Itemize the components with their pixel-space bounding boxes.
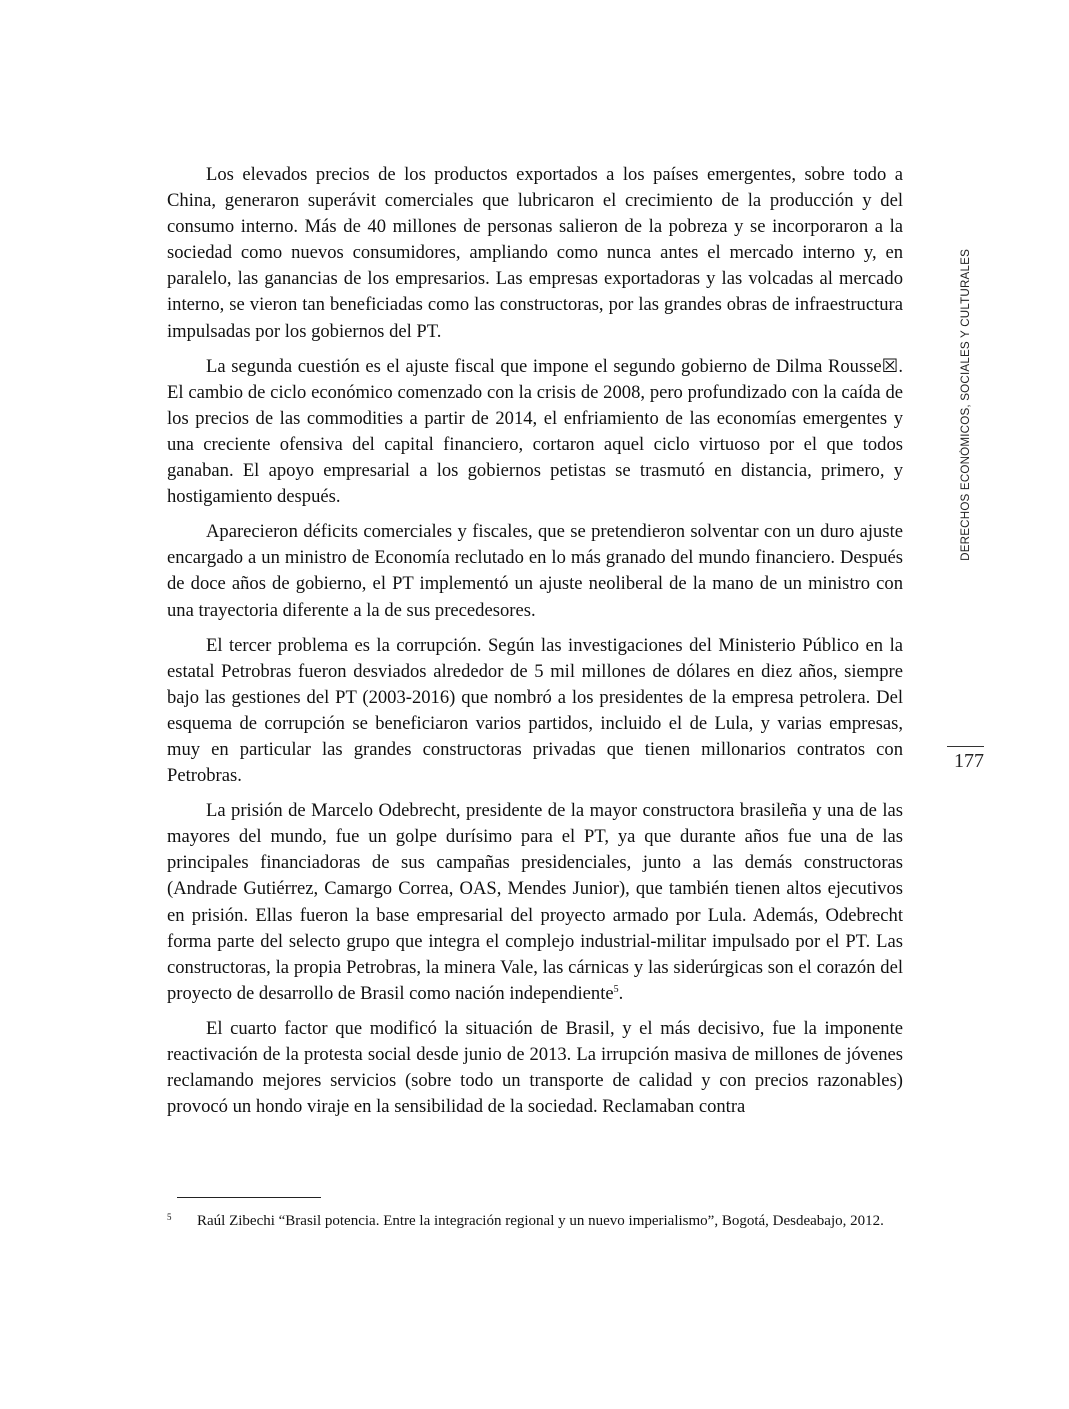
paragraph-5-text: La prisión de Marcelo Odebrecht, presidente de la mayor constructora brasileña y una de las mayores del mundo, fue un golpe durísimo para el PT, ya que durante años fue una de las principales financiadoras de sus campañas presidenciales, junto a las demás constructoras (Andrade Gutiérrez, Camargo Correa, OAS, Mendes Junior), que también tienen altos ejecutivos en prisión. Ellas fueron la base empresarial del proyecto armado por Lula. Además, Odebrecht forma parte del selecto grupo que integra el complejo industrial-militar impulsado por el PT. Las constructoras, la propia Petrobras, la minera Vale, las cárnicas y las siderúrgicas son el corazón del proyecto de desarrollo de Brasil como nación independiente xyxy=(167,800,903,1004)
paragraph-5 xyxy=(167,798,903,1007)
footnote xyxy=(167,1207,903,1233)
paragraph-6: El cuarto factor que modificó la situación de Brasil, y el más decisivo, fue la imponente reactivación de la protesta social desde junio de 2013. La irrupción masiva de millones de jóvenes reclamando mejores servicios (sobre todo un transporte de calidad y con precios razonables) provocó un hondo viraje en la sensibilidad de la sociedad. Reclamaban contra xyxy=(167,1017,903,1118)
paragraph-4: El tercer problema es la corrupción. Según las investigaciones del Ministerio Público en la estatal Petrobras fueron desviados alrededor de 5 mil millones de dólares en diez años, siempre bajo las gestiones del PT (2003-2016) que nombró a los presidentes de la empresa petrolera. Del esquema de corrupción se beneficiaron varios partidos, incluido el de Lula, y varias empresas, muy en particular las grandes constructoras privadas que tienen millonarios contratos con Petrobras. xyxy=(167,634,903,787)
running-head-text: DERECHOS ECONÓMICOS, SOCIALES Y CULTURALES xyxy=(958,249,972,561)
footnote-rule xyxy=(177,1197,321,1198)
paragraph-2: La segunda cuestión es el ajuste fiscal que impone el segundo gobierno de Dilma Rousse☒. El cambio de ciclo económico comenzado con la crisis de 2008, pero profundizado con la caída de los precios de las commodities a partir de 2014, el enfriamiento de las economías emergentes y una creciente ofensiva del capital financiero, cortaron aquel ciclo virtuoso por el que todos ganaban. El apoyo empresarial a los gobiernos petistas se trasmutó en distancia, primero, y hostigamiento después. xyxy=(167,355,903,508)
paragraph-3: Aparecieron déficits comerciales y fiscales, que se pretendieron solventar con un duro ajuste encargado a un ministro de Economía reclutado en lo más granado del mundo financiero. Después de doce años de gobierno, el PT implementó un ajuste neoliberal de la mano de un ministro con una trayectoria diferente a la de sus precedesores. xyxy=(167,521,903,621)
page-number: 177 xyxy=(954,750,984,772)
page-number-rule xyxy=(947,746,984,747)
footnote-marker: 5 xyxy=(167,1212,172,1222)
footnote-reference: 5 xyxy=(613,983,619,995)
footnote-text: Raúl Zibechi “Brasil potencia. Entre la integración regional y un nuevo imperialismo”, Bogotá, Desdeabajo, 2012. xyxy=(197,1213,884,1229)
paragraph-1: Los elevados precios de los productos exportados a los países emergentes, sobre todo a China, generaron superávit comerciales que lubricaron el crecimiento de la producción y del consumo interno. Más de 40 millones de personas salieron de la pobreza y se incorporaron a la sociedad como nuevos consumidores, ampliando como nunca antes el mercado interno y, en paralelo, las ganancias de los empresarios. Las empresas exportadoras y las volcadas al mercado interno, se vieron tan beneficiadas como las constructoras, por las grandes obras de infraestructura impulsadas por los gobiernos del PT. xyxy=(167,164,903,342)
paragraph-5-end: . xyxy=(618,982,624,1004)
running-head xyxy=(955,246,975,564)
body-text xyxy=(167,162,903,1129)
